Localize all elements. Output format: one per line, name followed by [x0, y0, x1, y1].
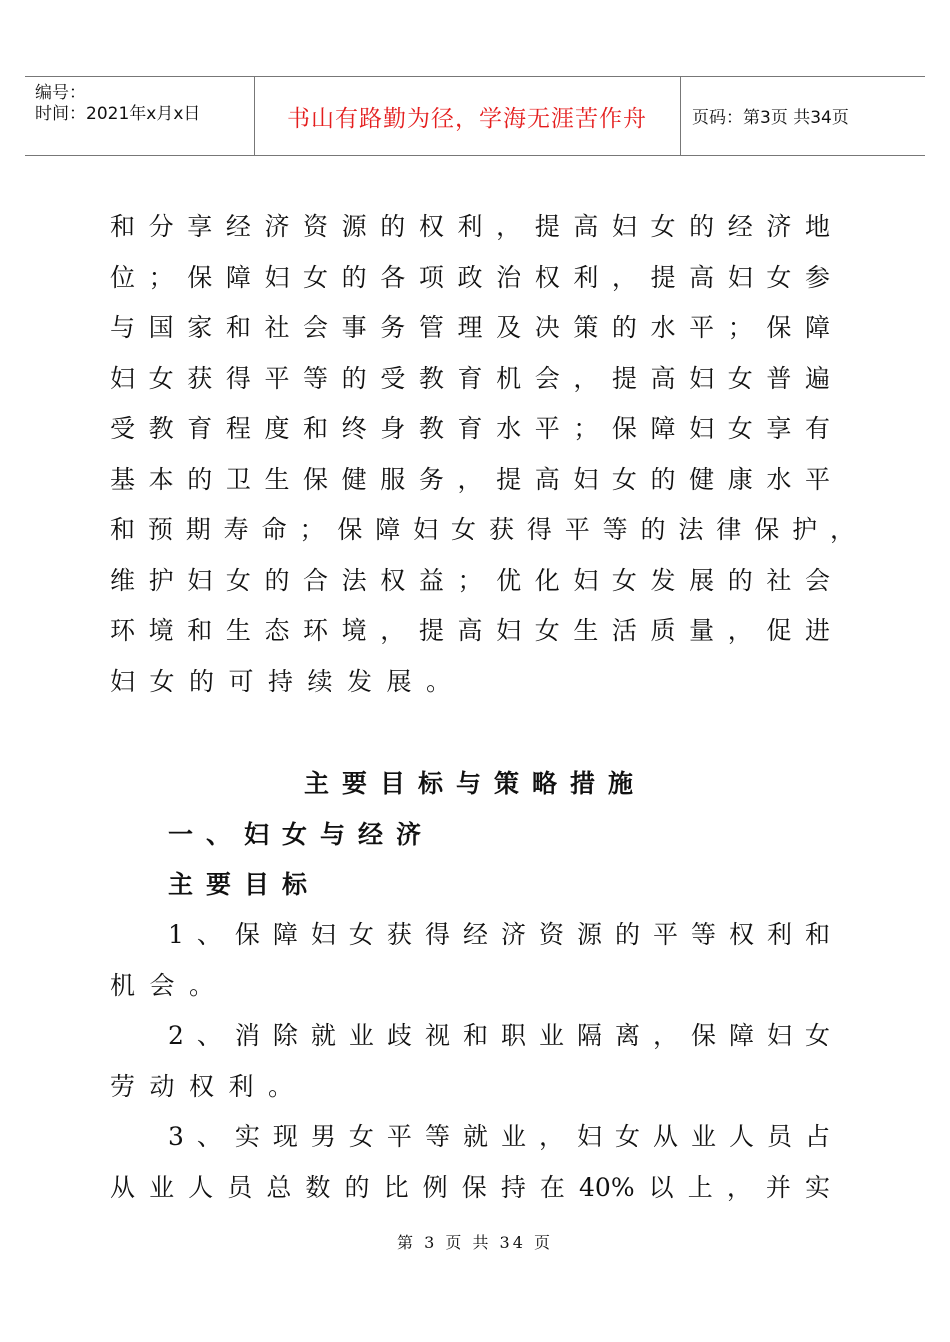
paragraph-line: 环境和生态环境，提高妇女生活质量，促进: [110, 616, 830, 645]
page-footer: 第 3 页 共 34 页: [397, 1233, 553, 1252]
time-label: 时间：2021年x月x日: [35, 104, 201, 124]
motto: 书山有路勤为径，学海无涯苦作舟: [287, 106, 647, 132]
paragraph-line: 受教育程度和终身教育水平；保障妇女享有: [110, 414, 830, 443]
paragraph-line: 维护妇女的合法权益；优化妇女发展的社会: [110, 566, 830, 595]
list-item-line: 机会。: [110, 971, 229, 1000]
list-item-line: 劳动权利。: [110, 1072, 308, 1101]
paragraph-line: 和预期寿命；保障妇女获得平等的法律保护，: [110, 515, 855, 544]
page-info: 页码：第3页 共34页: [692, 108, 849, 128]
doc-number-label: 编号：: [35, 83, 86, 103]
paragraph-line: 与国家和社会事务管理及决策的水平；保障: [110, 313, 830, 342]
header-page-cell: [680, 77, 925, 155]
paragraph-line: 妇女获得平等的受教育机会，提高妇女普遍: [110, 364, 830, 393]
chapter-heading: 一、妇女与经济: [168, 820, 435, 849]
header-motto-cell: [254, 77, 681, 155]
list-item-line: 2、消除就业歧视和职业隔离，保障妇女: [168, 1021, 830, 1050]
list-item-line: 1、保障妇女获得经济资源的平等权利和: [168, 920, 830, 949]
paragraph-line: 位；保障妇女的各项政治权利，提高妇女参: [110, 263, 830, 292]
list-item-line: 从业人员总数的比例保持在40%以上，并实: [110, 1173, 830, 1202]
sub-heading: 主要目标: [168, 870, 321, 899]
header-meta-cell: [25, 77, 255, 155]
section-title: 主要目标与策略措施: [303, 769, 646, 798]
paragraph-line: 妇女的可持续发展。: [110, 667, 466, 696]
paragraph-line: 基本的卫生保健服务，提高妇女的健康水平: [110, 465, 830, 494]
page-header: [25, 76, 925, 156]
paragraph-line: 和分享经济资源的权利，提高妇女的经济地: [110, 212, 830, 241]
list-item-line: 3、实现男女平等就业，妇女从业人员占: [168, 1122, 830, 1151]
